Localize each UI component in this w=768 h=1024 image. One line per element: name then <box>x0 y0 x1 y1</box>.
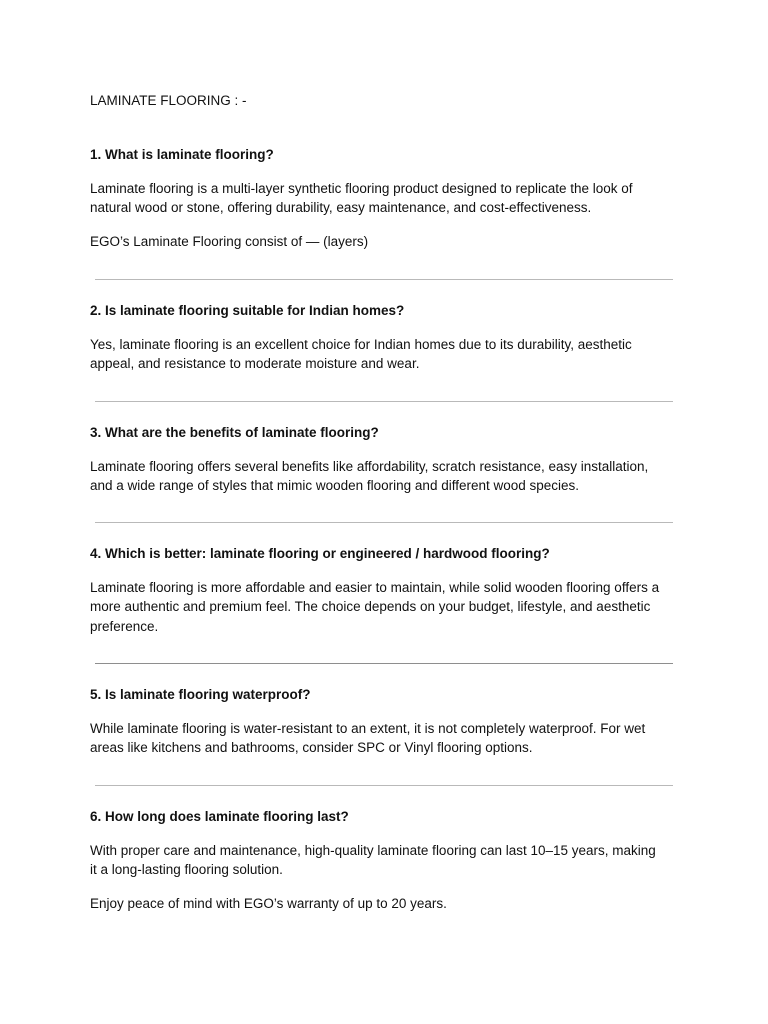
faq-question-5: 5. Is laminate flooring waterproof? <box>90 687 311 702</box>
faq-question-2: 2. Is laminate flooring suitable for Indian homes? <box>90 303 405 318</box>
faq-answer-6-line-2: it a long-lasting flooring solution. <box>90 862 283 877</box>
document-title: LAMINATE FLOORING : - <box>90 93 247 108</box>
faq-answer-4-line-2: more authentic and premium feel. The choice depends on your budget, lifestyle, and aesthetic <box>90 599 651 614</box>
faq-question-3: 3. What are the benefits of laminate flooring? <box>90 425 379 440</box>
faq-answer-5-line-1: While laminate flooring is water-resistant to an extent, it is not completely waterproof. For wet <box>90 721 646 736</box>
section-divider <box>95 279 673 280</box>
faq-note-layers: EGO’s Laminate Flooring consist of — (layers) <box>90 234 369 249</box>
faq-answer-4-line-3: preference. <box>90 619 159 634</box>
faq-answer-4-line-1: Laminate flooring is more affordable and easier to maintain, while solid wooden flooring offers a <box>90 580 660 595</box>
faq-question-6: 6. How long does laminate flooring last? <box>90 809 349 824</box>
faq-answer-6-line-1: With proper care and maintenance, high-quality laminate flooring can last 10–15 years, making <box>90 843 656 858</box>
section-divider <box>95 785 673 786</box>
faq-answer-2-line-1: Yes, laminate flooring is an excellent choice for Indian homes due to its durability, aesthetic <box>90 337 632 352</box>
section-divider <box>95 663 673 664</box>
faq-note-warranty: Enjoy peace of mind with EGO’s warranty of up to 20 years. <box>90 896 447 911</box>
section-divider <box>95 401 673 402</box>
faq-answer-1-line-2: natural wood or stone, offering durability, easy maintenance, and cost-effectiveness. <box>90 200 592 215</box>
faq-answer-5-line-2: areas like kitchens and bathrooms, consider SPC or Vinyl flooring options. <box>90 740 533 755</box>
faq-answer-2-line-2: appeal, and resistance to moderate moisture and wear. <box>90 356 420 371</box>
faq-answer-3-line-2: and a wide range of styles that mimic wooden flooring and different wood species. <box>90 478 580 493</box>
faq-answer-1-line-1: Laminate flooring is a multi-layer synthetic flooring product designed to replicate the look of <box>90 181 633 196</box>
section-divider <box>95 522 673 523</box>
faq-question-4: 4. Which is better: laminate flooring or engineered / hardwood flooring? <box>90 546 550 561</box>
faq-answer-3-line-1: Laminate flooring offers several benefits like affordability, scratch resistance, easy installation, <box>90 459 649 474</box>
faq-question-1: 1. What is laminate flooring? <box>90 147 274 162</box>
